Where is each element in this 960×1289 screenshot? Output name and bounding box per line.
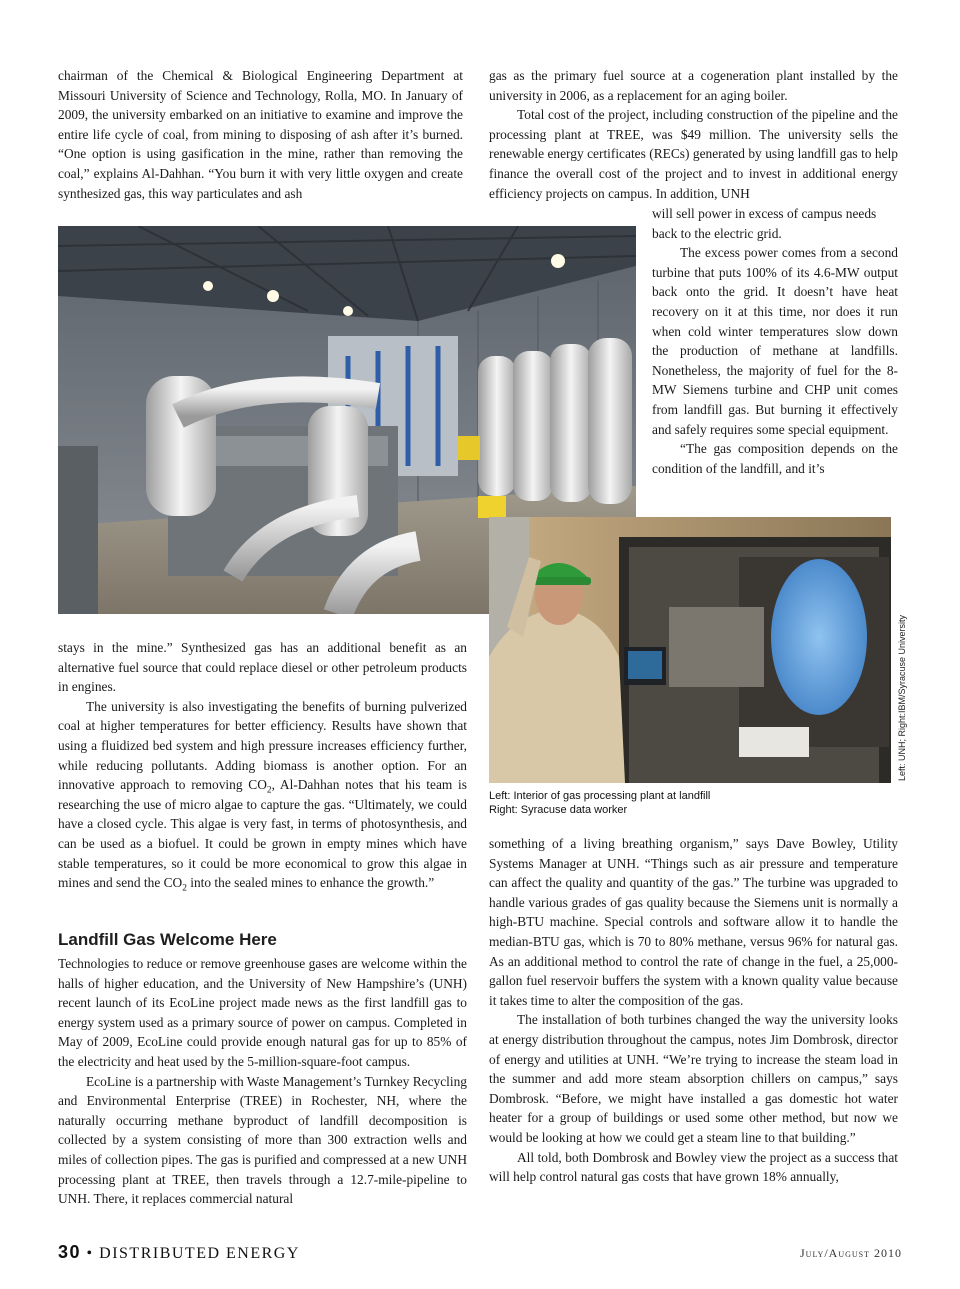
left-para-tech: Technologies to reduce or remove greenhouse gases are welcome within the halls of higher education, and the University of New Hampshire’s (UNH) recent launch of its EcoLine project made news as the first landfill gas to energy system used as a primary source of power on campus. Completed in May of 2009, EcoLine could provide enough natural gas for up to 85% of the electricity and heat used by the 5-million-square-foot campus. [58,956,467,1069]
right-para-gas-primary: gas as the primary fuel source at a cogeneration plant installed by the university in 2006, as a replacement for an aging boiler. [489,68,898,103]
data-worker-illustration [489,517,891,783]
data-worker-photo [489,517,891,783]
caption-line-left: Left: Interior of gas processing plant at landfill [489,790,711,802]
right-para-installation: The installation of both turbines changed the way the university looks at energy distribution throughout the campus, notes Jim Dombrosk, director of energy and utilities at UNH. “We’re trying to increase the steam load in the summer and add more steam absorption chillers on campus,” says Dombrosk. “Before, we might have installed a gas domestic hot water heater for a group of buildings or used some other method, but now we would be looking at how we could get a steam line to that building.” [489,1012,898,1145]
left-para-ecoline: EcoLine is a partnership with Waste Management’s Turnkey Recycling and Environmental Enterprise (TREE) in Rochester, NH, where the naturally occurring methane byproduct of landfill decomposition is collected by a system consisting of more than 300 extraction wells and miles of collection pipes. The gas is purified and compressed at a new UNH processing plant at TREE, then travels through a 12.7-mile-pipeline to UNH. There, it replaces commercial natural [58,1073,467,1207]
left-para-continue: stays in the mine.” Synthesized gas has an additional benefit as an alternative fuel source that could replace diesel or other petroleum products in engines. [58,640,467,695]
page-number: 30 [58,1242,82,1262]
photo-caption [489,790,891,817]
right-para-will-sell: will sell power in excess of campus needs back to the electric grid. [652,206,877,241]
issue-date: July/August 2010 [800,1246,902,1260]
section-heading: Landfill Gas Welcome Here [58,930,277,949]
footer-folio [58,1242,300,1263]
co2-subscript: 2 [266,785,272,796]
right-para-total-cost: Total cost of the project, including construction of the pipeline and the processing plant at TREE, was $49 million. The university sells the renewable energy certificates (RECs) generated by using landfill gas to help finance the overall cost of the project and to invest in additional energy efficiency projects on campus. In addition, UNH [489,107,898,201]
right-para-all-told: All told, both Dombrosk and Bowley view the project as a success that will help control natural gas costs that have grown 18% annually, [489,1149,898,1185]
right-para-excess: The excess power comes from a second turbine that puts 100% of its 4.6-MW output back onto the grid. It doesn’t have heat recovery on it at this time, nor does it run when cold winter temperatures slow down the production of methane at landfills. Nonetheless, the majority of fuel for the 8-MW Siemens turbine and CHP unit comes from landfill gas. But burning it effectively and safely requires some special equipment. [652,245,898,437]
photo-credit: Left: UNH; Right:IBM/Syracuse University [897,614,907,781]
left-para-university: The university is also investigating the benefits of burning pulverized coal at higher temperatures for better efficiency. Results have shown that using a fluidized bed system and high pressure increases efficiency further, while reducing pollutants. Adding biomass is another option. For an innovative approach to removing $CO_2$, Al-Dahhan notes that his team is researching the use of micro algae to capture the gas. “Ultimately, we could have a closed cycle. This algae is very fast, in terms of photosynthesis, and can be used as a biofuel. It could be grown in empty mines which have stable temperatures, so it could be more economical to grow this algae in mines and send the $CO_2$ into the sealed mines to enhance the growth.” [58,698,467,894]
footer-bullet: • [86,1245,94,1262]
caption-line-right: Right: Syracuse data worker [489,803,628,816]
right-para-quote-start: “The gas composition depends on the condition of the landfill, and it’s [652,441,898,476]
magazine-name: DISTRIBUTED ENERGY [99,1245,300,1262]
left-para-top: chairman of the Chemical & Biological Engineering Department at Missouri University of Science and Technology, Rolla, MO. In January of 2009, the university embarked on an initiative to examine and improve the entire life cycle of coal, from mining to disposing of ash after it’s burned. “One option is using gasification in the mine, rather than removing the coal,” explains Al-Dahhan. “You burn it with very little oxygen and create synthesized gas, this way particulates and ash [58,68,463,201]
co2-subscript-2: 2 [182,883,187,894]
right-para-organism: something of a living breathing organism,” says Dave Bowley, Utility Systems Manager at UNH. “Things such as air pressure and temperature can affect the quality and quantity of the gas.” The turbine was upgraded to handle various grades of gas quality because the Siemens unit is normally a high-BTU machine. Special controls and software allow it to handle the median-BTU gas, which is 70 to 80% methane, versus 96% for natural gas. As an additional method to control the rate of change in the fuel, a 25,000-gallon fuel reservoir buffers the system with a known quality value because it takes time to alter the composition of the gas. [489,836,898,1008]
